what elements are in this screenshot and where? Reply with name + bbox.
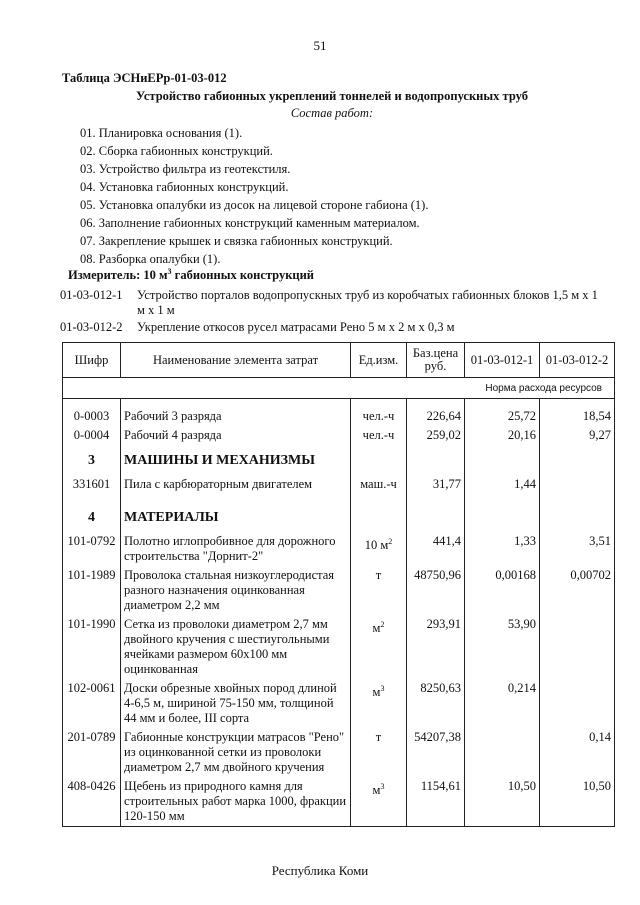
variant-desc: Устройство порталов водопропускных труб из коробчатых габионных блоков 1,5 м х 1 м х 1 м bbox=[137, 288, 598, 317]
cell-variant-2 bbox=[540, 615, 615, 679]
work-item: 06. Заполнение габионных конструкций каменным материалом. bbox=[80, 216, 420, 230]
empty-cell bbox=[407, 502, 465, 532]
header-price: Баз.цена руб. bbox=[407, 343, 465, 378]
cell-unit bbox=[351, 426, 407, 445]
cell-variant-2: 3,51 bbox=[540, 532, 615, 566]
spacer-cell bbox=[351, 399, 407, 408]
cell-code: 0-0004 bbox=[63, 426, 121, 445]
cell-unit bbox=[351, 777, 407, 827]
cell-price: 259,02 bbox=[407, 426, 465, 445]
cell-unit bbox=[351, 475, 407, 494]
cell-variant-1: 25,72 bbox=[465, 407, 540, 426]
cell-variant-2 bbox=[540, 679, 615, 728]
cell-unit bbox=[351, 566, 407, 615]
table-body bbox=[63, 378, 615, 827]
spacer-cell bbox=[63, 399, 121, 408]
unit-text: м bbox=[372, 783, 381, 798]
section-row bbox=[63, 502, 615, 532]
spacer-cell bbox=[465, 494, 540, 502]
work-item: 04. Установка габионных конструкций. bbox=[80, 180, 289, 194]
cell-price: 48750,96 bbox=[407, 566, 465, 615]
cell-name: Щебень из природного камня для строительных работ марка 1000, фракции 120-150 мм bbox=[121, 777, 351, 827]
header-variant-2: 01-03-012-2 bbox=[540, 343, 615, 378]
cell-code: 201-0789 bbox=[63, 728, 121, 777]
section-title: МАТЕРИАЛЫ bbox=[121, 502, 351, 532]
unit-sup: 2 bbox=[388, 537, 393, 546]
unit-sup: 3 bbox=[380, 782, 385, 791]
cell-unit bbox=[351, 615, 407, 679]
measurer-rest: габионных конструкций bbox=[171, 268, 314, 283]
section-number: 4 bbox=[63, 502, 121, 532]
cell-unit bbox=[351, 532, 407, 566]
cell-name: Проволока стальная низкоуглеродистая разного назначения оцинкованная диаметром 2,2 мм bbox=[121, 566, 351, 615]
cell-variant-2: 0,14 bbox=[540, 728, 615, 777]
cell-variant-1: 1,33 bbox=[465, 532, 540, 566]
cell-price: 226,64 bbox=[407, 407, 465, 426]
empty-cell bbox=[351, 502, 407, 532]
unit-text: 10 м bbox=[364, 538, 389, 553]
spacer-cell bbox=[540, 399, 615, 408]
cell-unit bbox=[351, 679, 407, 728]
cell-code: 408-0426 bbox=[63, 777, 121, 827]
work-item: 01. Планировка основания (1). bbox=[80, 126, 243, 140]
spacer-cell bbox=[351, 494, 407, 502]
table-title: Таблица ЭСНиЕРр-01-03-012 bbox=[62, 71, 227, 85]
cell-variant-1: 53,90 bbox=[465, 615, 540, 679]
empty-cell bbox=[351, 445, 407, 475]
unit-text: маш.-ч bbox=[360, 477, 397, 491]
cell-price: 293,91 bbox=[407, 615, 465, 679]
work-item: 02. Сборка габионных конструкций. bbox=[80, 144, 273, 158]
spacer-cell bbox=[121, 399, 351, 408]
spacer-row bbox=[63, 399, 615, 408]
unit-sup: 3 bbox=[380, 684, 385, 693]
resource-table bbox=[62, 342, 615, 827]
table-row bbox=[63, 777, 615, 827]
section-heading: Устройство габионных укреплений тоннелей и водопропускных труб bbox=[136, 89, 528, 103]
norm-label: Норма расхода ресурсов bbox=[63, 378, 615, 399]
cell-unit bbox=[351, 407, 407, 426]
cell-variant-2: 10,50 bbox=[540, 777, 615, 827]
header-code: Шифр bbox=[63, 343, 121, 378]
unit-text: чел.-ч bbox=[362, 409, 395, 423]
variant-desc: Укрепление откосов русел матрасами Рено 5 м х 2 м х 0,3 м bbox=[137, 320, 455, 334]
cell-code: 101-1989 bbox=[63, 566, 121, 615]
table-row bbox=[63, 475, 615, 494]
table-row bbox=[63, 566, 615, 615]
table-row bbox=[63, 615, 615, 679]
works-list bbox=[80, 125, 428, 269]
cell-variant-1: 20,16 bbox=[465, 426, 540, 445]
header-name: Наименование элемента затрат bbox=[121, 343, 351, 378]
unit-text: чел.-ч bbox=[362, 428, 395, 442]
table-row bbox=[63, 426, 615, 445]
measurer-label: Измеритель: 10 м bbox=[68, 268, 168, 283]
cell-variant-2: 18,54 bbox=[540, 407, 615, 426]
spacer-cell bbox=[465, 399, 540, 408]
empty-cell bbox=[540, 502, 615, 532]
cell-price: 31,77 bbox=[407, 475, 465, 494]
variant-code: 01-03-012-2 bbox=[60, 320, 123, 334]
spacer-cell bbox=[407, 494, 465, 502]
cell-name: Габионные конструкции матрасов "Рено" из оцинкованной сетки из проволоки диаметром 2,7 мм двойного кручения bbox=[121, 728, 351, 777]
section-number: 3 bbox=[63, 445, 121, 475]
cell-price: 54207,38 bbox=[407, 728, 465, 777]
variant-1 bbox=[60, 288, 620, 318]
section-title: МАШИНЫ И МЕХАНИЗМЫ bbox=[121, 445, 351, 475]
cell-variant-1: 1,44 bbox=[465, 475, 540, 494]
work-item: 08. Разборка опалубки (1). bbox=[80, 252, 221, 266]
cell-name: Сетка из проволоки диаметром 2,7 мм двойного кручения с шестиугольными ячейками размером 60х100 мм оцинкованная bbox=[121, 615, 351, 679]
cell-code: 331601 bbox=[63, 475, 121, 494]
header-unit: Ед.изм. bbox=[351, 343, 407, 378]
variant-code: 01-03-012-1 bbox=[60, 288, 123, 302]
measurer-sup: 3 bbox=[167, 267, 172, 276]
unit-text: т bbox=[375, 730, 382, 744]
measurer bbox=[68, 267, 314, 283]
work-item: 05. Установка опалубки из досок на лицевой стороне габиона (1). bbox=[80, 198, 429, 212]
spacer-cell bbox=[407, 399, 465, 408]
section-row bbox=[63, 445, 615, 475]
variant-2 bbox=[60, 320, 620, 335]
cell-code: 0-0003 bbox=[63, 407, 121, 426]
cell-name: Пила с карбюраторным двигателем bbox=[121, 475, 351, 494]
empty-cell bbox=[465, 502, 540, 532]
unit-text: т bbox=[375, 568, 382, 582]
header-variant-1: 01-03-012-1 bbox=[465, 343, 540, 378]
unit-sup: 2 bbox=[380, 620, 385, 629]
cell-variant-2: 0,00702 bbox=[540, 566, 615, 615]
cell-price: 1154,61 bbox=[407, 777, 465, 827]
cell-name: Рабочий 3 разряда bbox=[121, 407, 351, 426]
spacer-cell bbox=[63, 494, 121, 502]
cell-code: 102-0061 bbox=[63, 679, 121, 728]
cell-code: 101-0792 bbox=[63, 532, 121, 566]
table-row bbox=[63, 679, 615, 728]
norm-row bbox=[63, 378, 615, 399]
cell-code: 101-1990 bbox=[63, 615, 121, 679]
page-number: 51 bbox=[313, 38, 327, 53]
cell-name: Рабочий 4 разряда bbox=[121, 426, 351, 445]
table-row bbox=[63, 532, 615, 566]
cell-name: Полотно иглопробивное для дорожного строительства "Дорнит-2" bbox=[121, 532, 351, 566]
cell-price: 8250,63 bbox=[407, 679, 465, 728]
spacer-cell bbox=[540, 494, 615, 502]
cell-variant-1: 0,00168 bbox=[465, 566, 540, 615]
composition-label: Состав работ: bbox=[290, 106, 374, 120]
unit-text: м bbox=[372, 685, 381, 700]
footer-region: Республика Коми bbox=[271, 863, 369, 878]
cell-variant-1: 0,214 bbox=[465, 679, 540, 728]
work-item: 07. Закрепление крышек и связка габионных конструкций. bbox=[80, 234, 393, 248]
table-row bbox=[63, 407, 615, 426]
unit-text: м bbox=[372, 621, 381, 636]
cell-unit bbox=[351, 728, 407, 777]
spacer-row bbox=[63, 494, 615, 502]
empty-cell bbox=[407, 445, 465, 475]
empty-cell bbox=[465, 445, 540, 475]
spacer-cell bbox=[121, 494, 351, 502]
work-item: 03. Устройство фильтра из геотекстиля. bbox=[80, 162, 291, 176]
cell-name: Доски обрезные хвойных пород длиной 4-6,5 м, шириной 75-150 мм, толщиной 44 мм и более, III сорта bbox=[121, 679, 351, 728]
empty-cell bbox=[540, 445, 615, 475]
table-row bbox=[63, 728, 615, 777]
cell-variant-2 bbox=[540, 475, 615, 494]
cell-variant-2: 9,27 bbox=[540, 426, 615, 445]
cell-variant-1: 10,50 bbox=[465, 777, 540, 827]
cell-variant-1 bbox=[465, 728, 540, 777]
cell-price: 441,4 bbox=[407, 532, 465, 566]
